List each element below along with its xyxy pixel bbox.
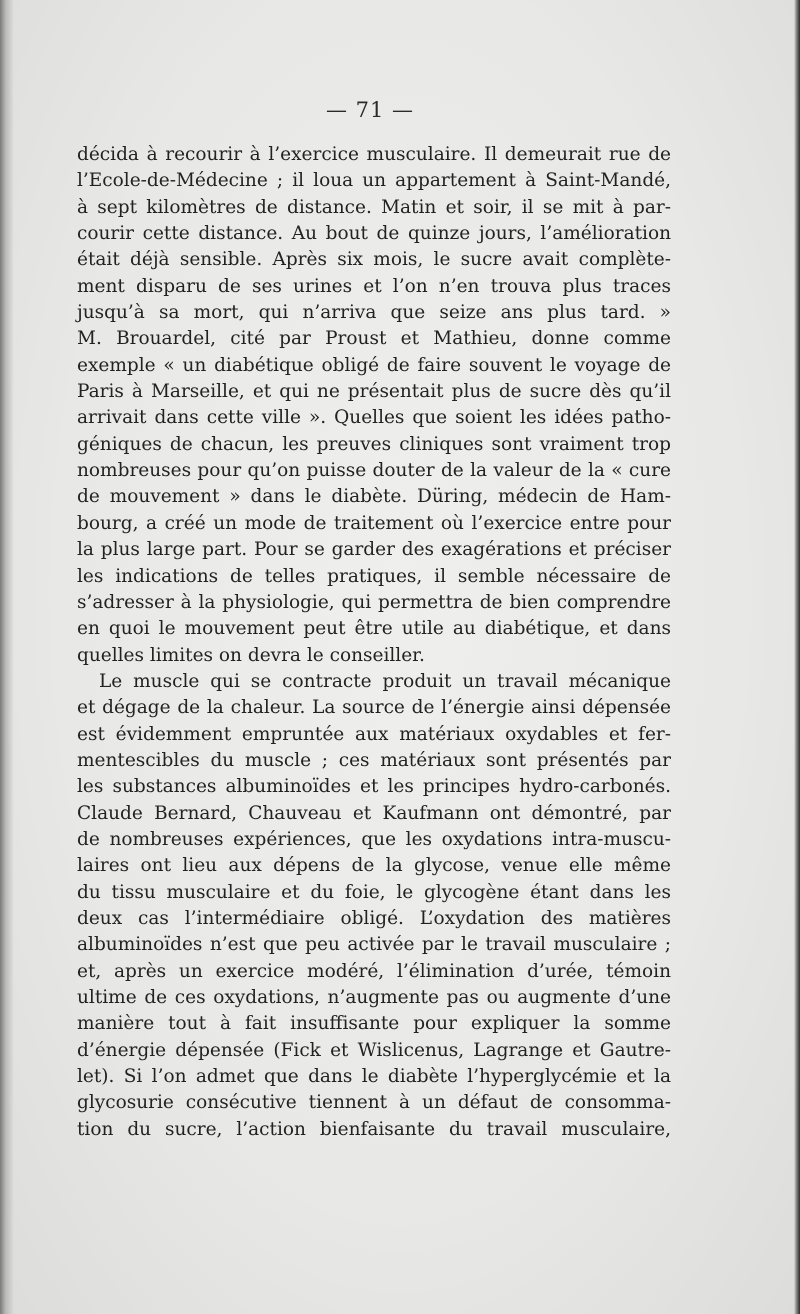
text-line: ultime de ces oxydations, n’augmente pas ou augmente d’une bbox=[77, 987, 671, 1008]
text-line: du tissu musculaire et du foie, le glycogène étant dans les bbox=[77, 881, 671, 903]
text-line: albuminoïdes n’est que peu activée par le travail musculaire ; bbox=[77, 934, 671, 956]
text-line: bourg, a créé un mode de traitement où l’exercice entre pour bbox=[77, 512, 671, 534]
page-gutter-shadow bbox=[0, 0, 14, 1314]
text-line: est évidemment empruntée aux matériaux oxydables et fer- bbox=[77, 723, 671, 745]
text-line: l’Ecole-de-Médecine ; il loua un appartement à Saint-Mandé, bbox=[77, 170, 671, 192]
text-line: était déjà sensible. Après six mois, le sucre avait complète- bbox=[77, 249, 671, 271]
text-line: Paris à Marseille, et qui ne présentait plus de sucre dès qu’il bbox=[77, 381, 671, 403]
paragraph-start-line: Le muscle qui se contracte produit un travail mécanique bbox=[99, 670, 671, 692]
text-line: et dégage de la chaleur. La source de l’énergie ainsi dépensée bbox=[77, 697, 671, 719]
text-line: de mouvement » dans le diabète. Düring, médecin de Ham- bbox=[77, 486, 671, 508]
text-line: courir cette distance. Au bout de quinze jours, l’amélioration bbox=[77, 223, 671, 245]
text-line: tion du sucre, l’action bienfaisante du travail musculaire, bbox=[77, 1118, 671, 1140]
text-line: d’énergie dépensée (Fick et Wislicenus, Lagrange et Gautre- bbox=[77, 1039, 671, 1061]
text-line: et, après un exercice modéré, l’élimination d’urée, témoin bbox=[77, 960, 671, 982]
body-text bbox=[77, 142, 671, 1143]
paragraph-end-line: quelles limites on devra le conseiller. bbox=[77, 644, 425, 666]
text-line: Claude Bernard, Chauveau et Kaufmann ont démontré, par bbox=[77, 802, 671, 824]
text-line: les indications de telles pratiques, il semble nécessaire de bbox=[77, 565, 671, 587]
text-line: glycosurie consécutive tiennent à un défaut de consomma- bbox=[77, 1092, 671, 1114]
text-line: arrivait dans cette ville ». Quelles que soient les idées patho- bbox=[77, 407, 671, 429]
text-line: jusqu’à sa mort, qui n’arriva que seize ans plus tard. » bbox=[77, 302, 671, 324]
text-line: géniques de chacun, les preuves cliniques sont vraiment trop bbox=[77, 433, 671, 455]
text-line: laires ont lieu aux dépens de la glycose, venue elle même bbox=[77, 855, 671, 877]
text-line: en quoi le mouvement peut être utile au diabétique, et dans bbox=[77, 618, 671, 640]
text-line: à sept kilomètres de distance. Matin et soir, il se mit à par- bbox=[77, 196, 671, 218]
text-line: les substances albuminoïdes et les principes hydro-carbonés. bbox=[77, 776, 671, 798]
text-line: mentescibles du muscle ; ces matériaux sont présentés par bbox=[77, 749, 671, 771]
text-line: deux cas l’intermédiaire obligé. L’oxydation des matières bbox=[77, 907, 671, 929]
text-line: let). Si l’on admet que dans le diabète l’hyperglycémie et la bbox=[77, 1066, 671, 1088]
page-edge bbox=[794, 0, 800, 1314]
text-line: de nombreuses expériences, que les oxydations intra-muscu- bbox=[77, 828, 671, 850]
text-line: la plus large part. Pour se garder des exagérations et préciser bbox=[77, 539, 671, 561]
text-line: nombreuses pour qu’on puisse douter de la valeur de la « cure bbox=[77, 460, 671, 482]
text-line: exemple « un diabétique obligé de faire souvent le voyage de bbox=[77, 354, 671, 376]
text-line: manière tout à fait insuffisante pour expliquer la somme bbox=[77, 1013, 671, 1035]
text-line: ment disparu de ses urines et l’on n’en trouva plus traces bbox=[77, 275, 671, 297]
text-line: s’adresser à la physiologie, qui permettra de bien comprendre bbox=[77, 591, 671, 613]
page-number: — 71 — bbox=[325, 98, 415, 122]
text-line: M. Brouardel, cité par Proust et Mathieu, donne comme bbox=[77, 328, 671, 350]
text-line: décida à recourir à l’exercice musculaire. Il demeurait rue de bbox=[77, 144, 671, 165]
